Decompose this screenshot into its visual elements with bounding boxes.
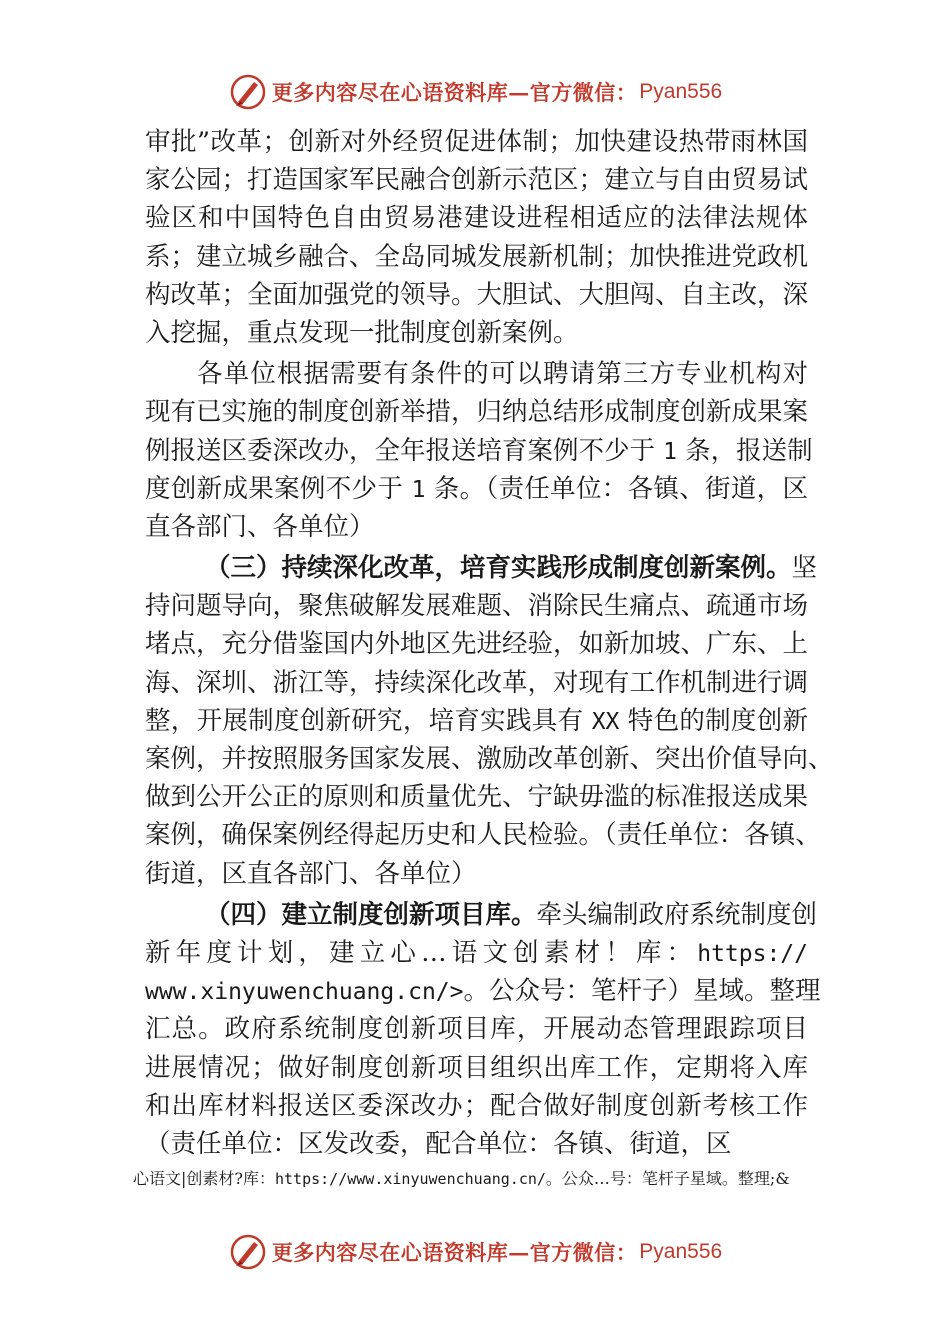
text-line: 汇总。政府系统制度创新项目库，开展动态管理跟踪项目 (145, 1014, 808, 1045)
url-text: https:// (697, 940, 808, 967)
text-line: 进展情况；做好制度创新项目组织出库工作，定期将入库 (145, 1052, 808, 1083)
text-line: 直各部门、各单位） (145, 511, 375, 542)
text-line: 持问题导向，聚焦破解发展难题、消除民生痛点、疏通市场 (145, 591, 809, 622)
text-line: 整，开展制度创新研究，培育实践具有 XX 特色的制度创新 (145, 705, 808, 736)
header-banner (0, 70, 950, 114)
page-footer: 心语文|创素材?库：https://www.xinyuwenchuang.cn/。公众…号：笔杆子星域。整理;& (133, 1169, 790, 1188)
url-text: www.xinyuwenchuang.cn/> (145, 979, 464, 1006)
text-line: 现有已实施的制度创新举措，归纳总结形成制度创新成果案 (145, 397, 809, 428)
banner-text: 更多内容尽在心语资料库—官方微信： (271, 1240, 638, 1265)
text-line: 入挖掘，重点发现一批制度创新案例。 (145, 317, 579, 348)
text-line: 案例，并按照服务国家发展、激励改革创新、突出价值导向、 (145, 744, 834, 774)
text-line: 和出库材料报送区委深改办；配合做好制度创新考核工作 (145, 1090, 808, 1121)
pen-logo-icon (228, 1232, 268, 1272)
section-title: （三）持续深化改革，培育实践形成制度创新案例。 (205, 553, 792, 584)
footer-banner (0, 1230, 950, 1274)
text-line: 家公园；打造国家军民融合创新示范区；建立与自由贸易试 (145, 165, 809, 196)
text-line: 度创新成果案例不少于 1 条。（责任单位：各镇、街道，区 (145, 473, 808, 504)
text-line: 海、深圳、浙江等，持续深化改革，对现有工作机制进行调 (145, 667, 809, 698)
banner-wechat-id: Pyan556 (639, 80, 723, 103)
text-line: 例报送区委深改办，全年报送培育案例不少于 1 条，报送制 (145, 435, 813, 466)
paragraph-start: 各单位根据需要有条件的可以聘请第三方专业机构对 (197, 359, 808, 390)
text-line: 验区和中国特色自由贸易港建设进程相适应的法律法规体 (145, 203, 808, 234)
pen-logo-icon (228, 72, 268, 112)
banner-wechat-id: Pyan556 (639, 1240, 723, 1263)
text-line: 街道，区直各部门、各单位） (145, 858, 477, 889)
text-line: 做到公开公正的原则和质量优先、宁缺毋滥的标准报送成果 (145, 782, 809, 813)
text-line: 审批”改革；创新对外经贸促进体制；加快建设热带雨林国 (145, 127, 808, 157)
text-line: 系；建立城乡融合、全岛同城发展新机制；加快推进党政机 (145, 241, 809, 272)
text-line: 新年度计划，建立心…语文创素材！库：https:// (145, 937, 808, 968)
section-heading-3: （三）持续深化改革，培育实践形成制度创新案例。坚 (205, 553, 818, 584)
section-heading-4: （四）建立制度创新项目库。牵头编制政府系统制度创 (205, 899, 818, 930)
text-line: （责任单位：区发改委，配合单位：各镇、街道，区 (145, 1128, 732, 1159)
text-line: 案例，确保案例经得起历史和人民检验。（责任单位：各镇、 (145, 820, 821, 851)
footer-url: https://www.xinyuwenchuang.cn/ (274, 1170, 546, 1188)
text-line: www.xinyuwenchuang.cn/>。公众号：笔杆子）星域。整理 (145, 976, 821, 1007)
text-line: 堵点，充分借鉴国内外地区先进经验，如新加坡、广东、上 (145, 629, 809, 660)
section-title: （四）建立制度创新项目库。 (205, 899, 537, 930)
text-line: 构改革；全面加强党的领导。大胆试、大胆闯、自主改，深 (145, 279, 809, 310)
banner-text: 更多内容尽在心语资料库—官方微信： (271, 80, 638, 105)
document-body (145, 123, 834, 1163)
